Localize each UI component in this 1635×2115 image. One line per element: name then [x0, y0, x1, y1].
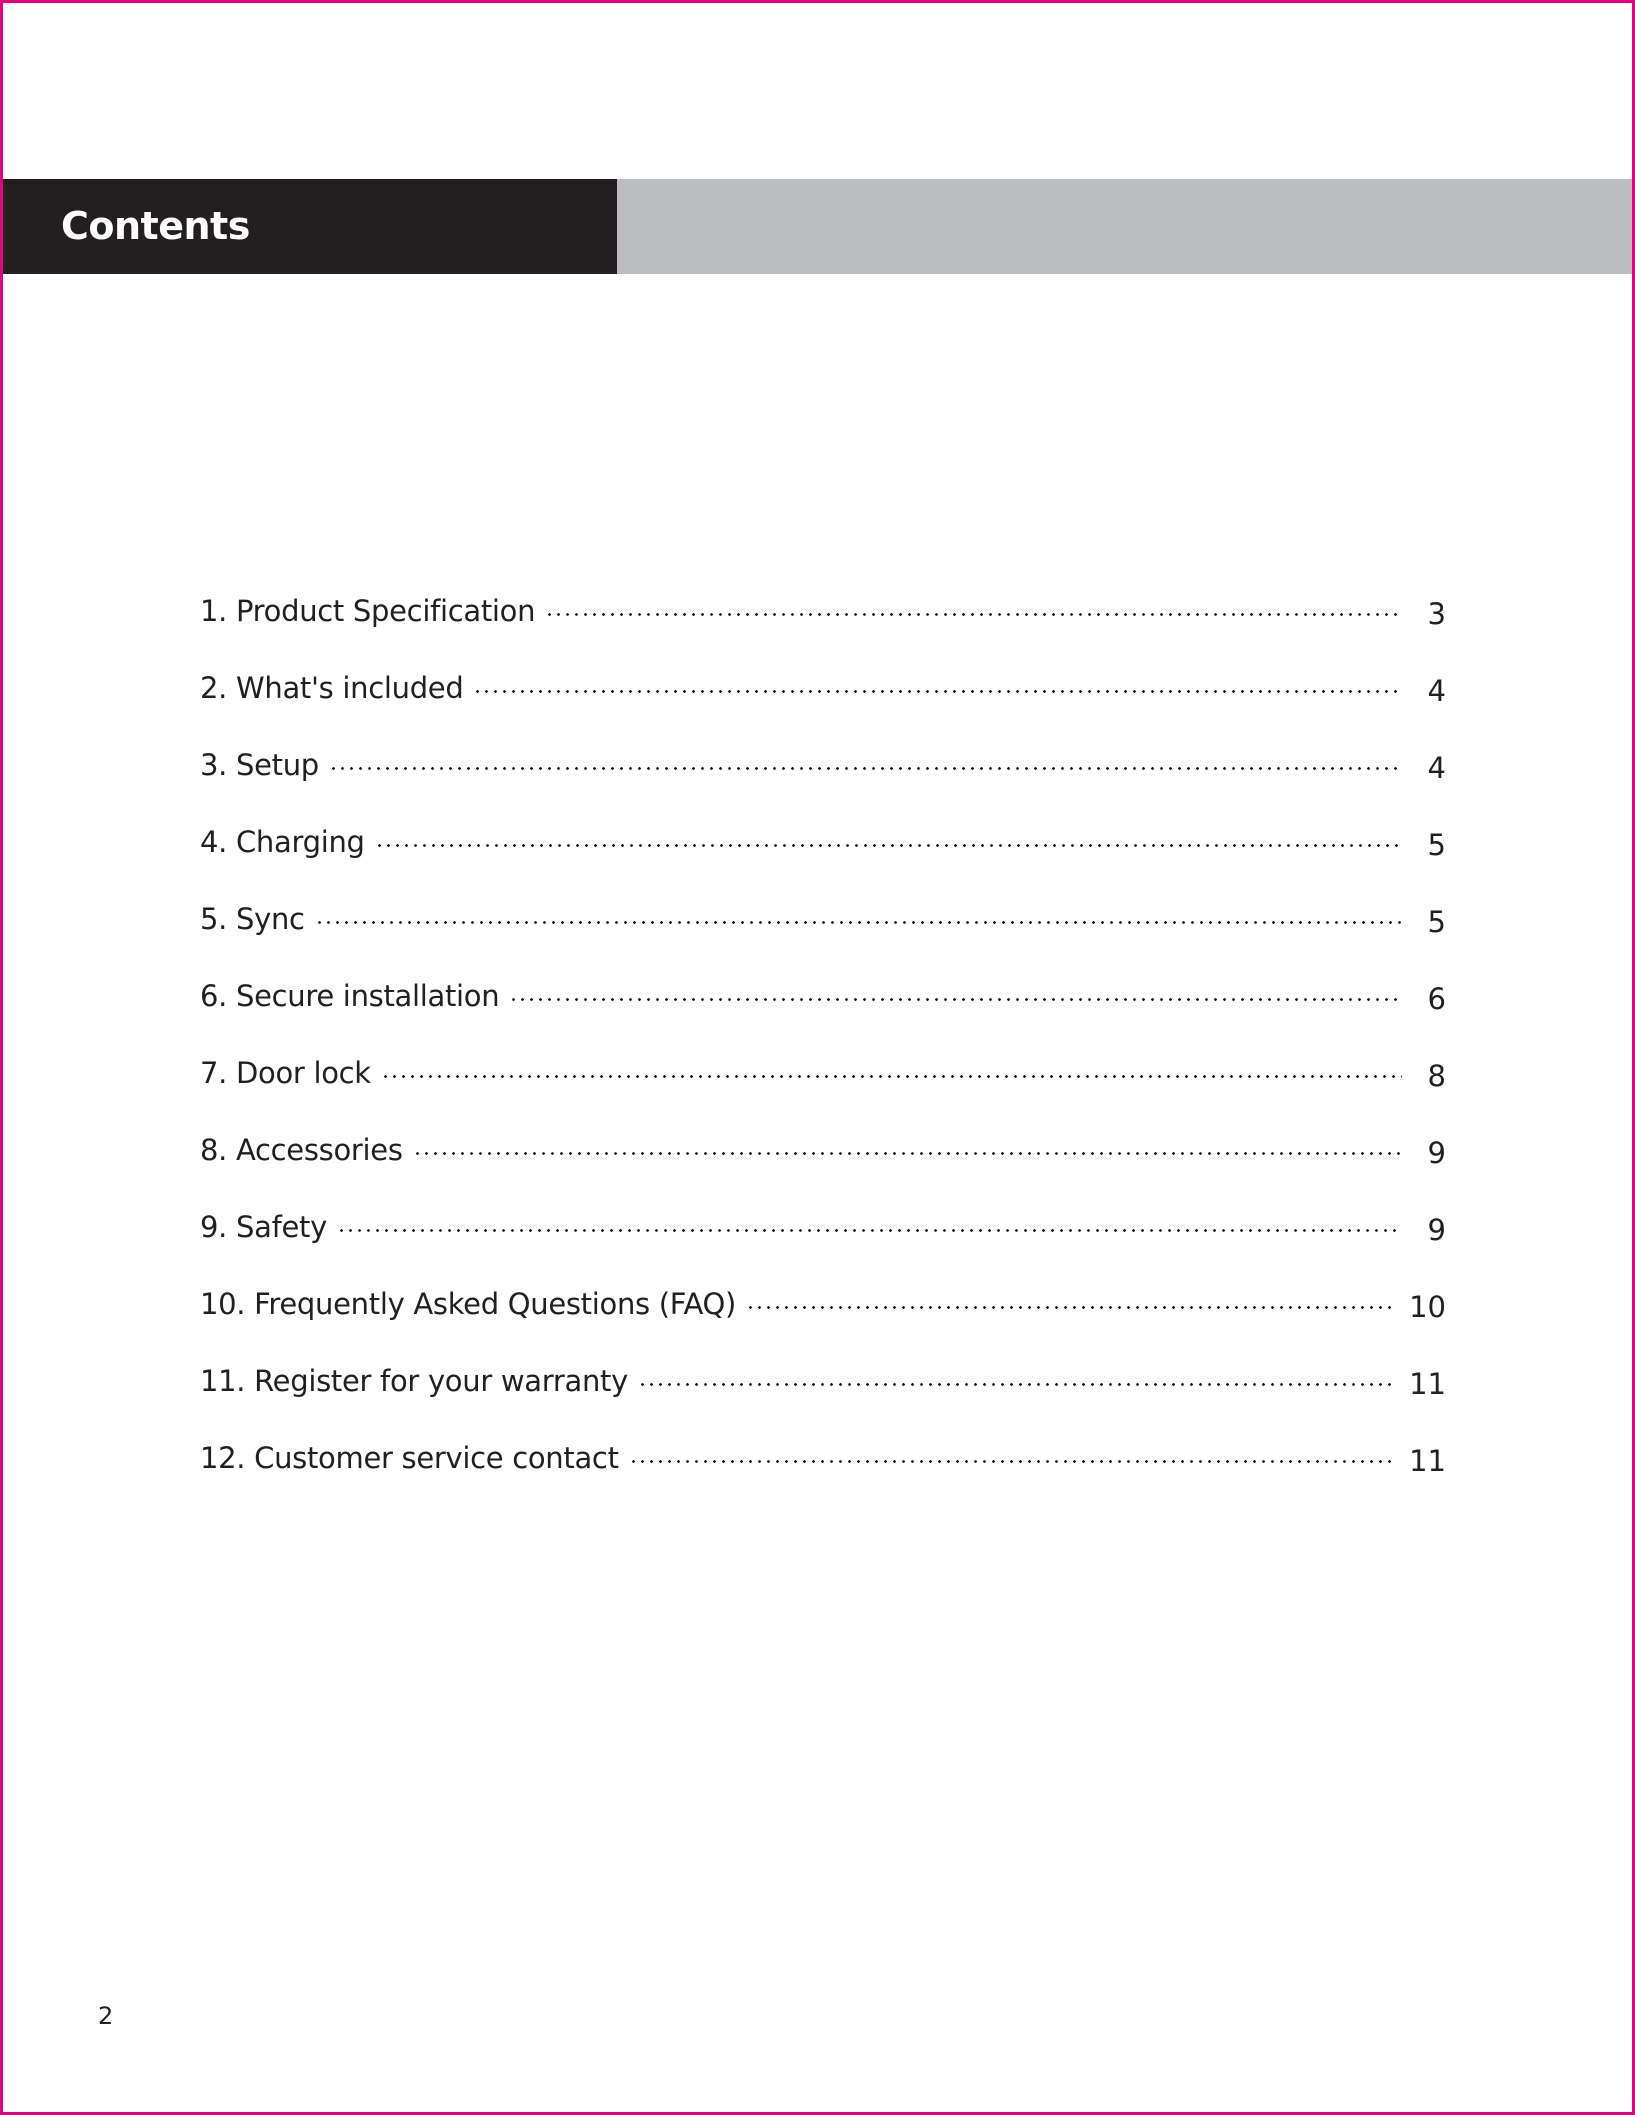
contents-header-dark-block [3, 179, 617, 274]
toc-entry[interactable] [200, 1265, 1446, 1342]
toc-dot-leader [509, 998, 1402, 1001]
page-title: Contents [61, 204, 250, 248]
toc-dot-leader [746, 1306, 1397, 1309]
toc-entry[interactable] [200, 649, 1446, 726]
toc-entry-label: 8. Accessories [200, 1132, 403, 1167]
toc-entry[interactable] [200, 957, 1446, 1034]
toc-entry[interactable] [200, 1419, 1446, 1496]
toc-entry-label: 5. Sync [200, 901, 305, 936]
toc-entry-page: 3 [1427, 596, 1446, 631]
contents-header-bar [3, 179, 1632, 274]
toc-entry[interactable] [200, 1034, 1446, 1111]
toc-entry-label: 4. Charging [200, 824, 365, 859]
toc-entry-page: 11 [1409, 1366, 1446, 1401]
toc-entry-page: 4 [1427, 750, 1446, 785]
footer-page-number: 2 [98, 2002, 114, 2030]
toc-entry-label: 1. Product Specification [200, 593, 536, 628]
toc-entry-page: 6 [1427, 981, 1446, 1016]
toc-entry-label: 11. Register for your warranty [200, 1363, 628, 1398]
table-of-contents [200, 572, 1446, 1496]
toc-entry[interactable] [200, 572, 1446, 649]
toc-dot-leader [413, 1152, 1402, 1155]
toc-dot-leader [315, 921, 1402, 924]
toc-entry-label: 12. Customer service contact [200, 1440, 619, 1475]
toc-dot-leader [329, 767, 1402, 770]
toc-entry-page: 11 [1409, 1443, 1446, 1478]
toc-entry-label: 6. Secure installation [200, 978, 500, 1013]
toc-entry-label: 9. Safety [200, 1209, 327, 1244]
toc-dot-leader [629, 1460, 1397, 1463]
toc-entry[interactable] [200, 880, 1446, 957]
toc-dot-leader [375, 844, 1402, 847]
toc-entry-label: 3. Setup [200, 747, 319, 782]
toc-entry-label: 10. Frequently Asked Questions (FAQ) [200, 1286, 737, 1321]
toc-dot-leader [473, 690, 1402, 693]
toc-entry[interactable] [200, 726, 1446, 803]
toc-entry-page: 9 [1427, 1135, 1446, 1170]
toc-dot-leader [638, 1383, 1397, 1386]
toc-entry-page: 10 [1409, 1289, 1446, 1324]
toc-dot-leader [545, 613, 1402, 616]
toc-entry-page: 9 [1427, 1212, 1446, 1247]
toc-dot-leader [337, 1229, 1402, 1232]
toc-entry-label: 2. What's included [200, 670, 464, 705]
toc-entry-label: 7. Door lock [200, 1055, 371, 1090]
toc-entry-page: 5 [1427, 904, 1446, 939]
toc-entry[interactable] [200, 1188, 1446, 1265]
toc-entry[interactable] [200, 803, 1446, 880]
toc-entry-page: 5 [1427, 827, 1446, 862]
toc-entry[interactable] [200, 1111, 1446, 1188]
toc-entry[interactable] [200, 1342, 1446, 1419]
toc-entry-page: 4 [1427, 673, 1446, 708]
toc-entry-page: 8 [1427, 1058, 1446, 1093]
toc-dot-leader [381, 1075, 1402, 1078]
